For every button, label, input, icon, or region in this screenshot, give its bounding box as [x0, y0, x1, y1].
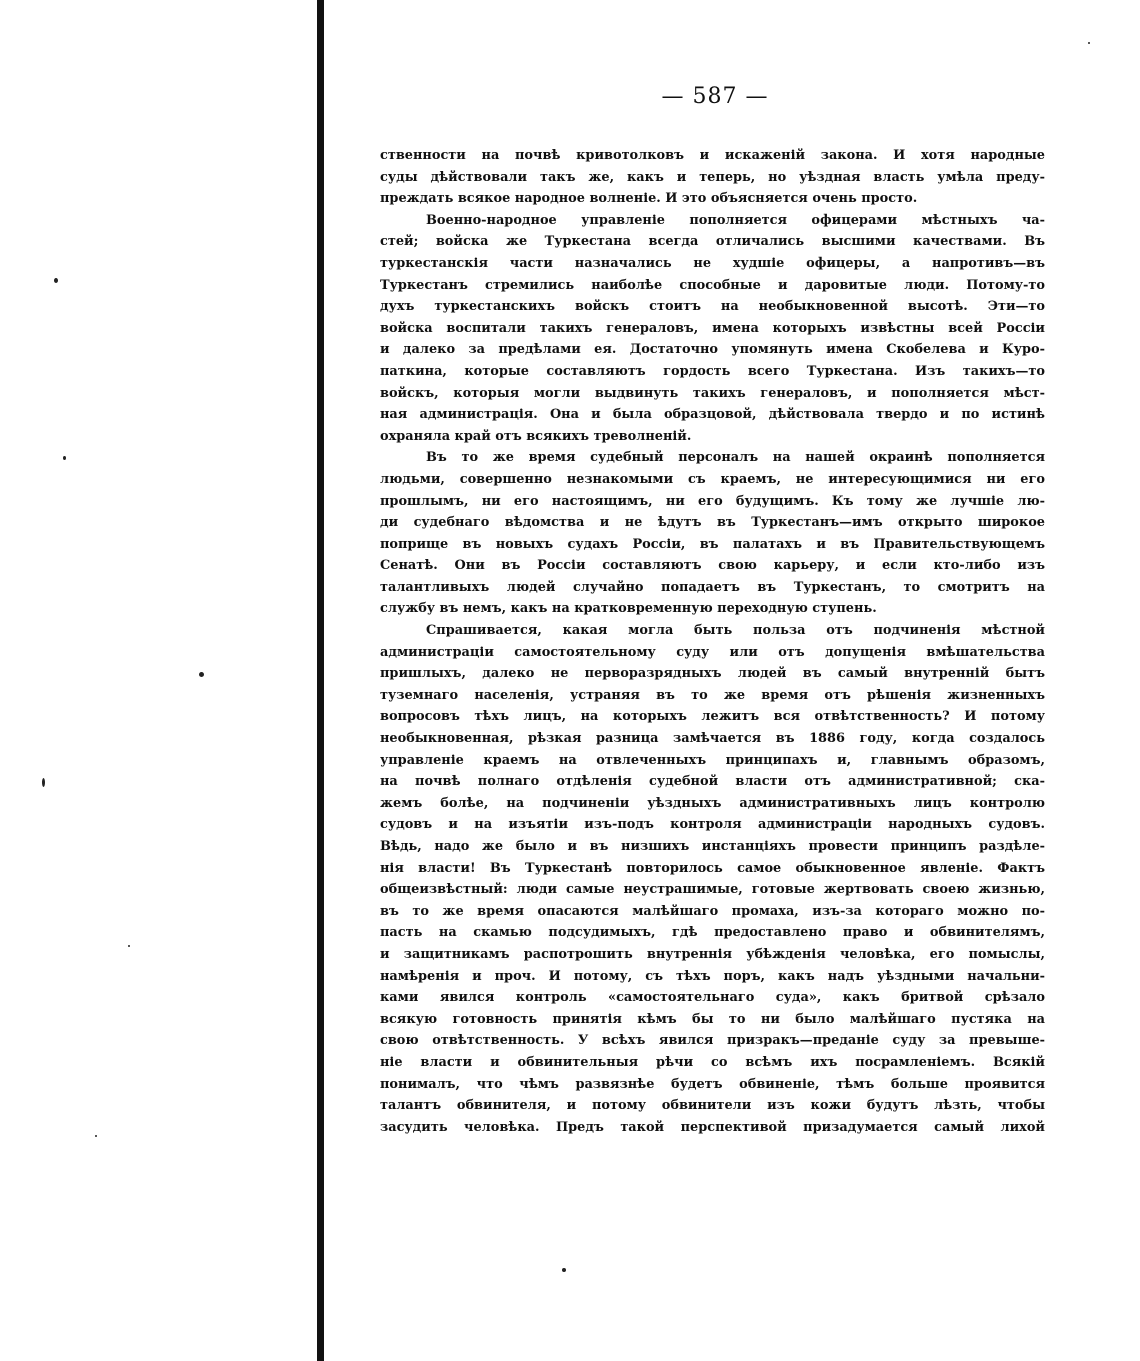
text-line: намѣренія и проч. И потому, съ тѣхъ поръ, какъ надъ уѣздными начальни- [380, 968, 1045, 984]
page-number: — 587 — [661, 84, 769, 109]
scan-speck [95, 1135, 97, 1137]
text-line: ди судебнаго вѣдомства и не ѣдутъ въ Туркестанъ—имъ открыто широкое [380, 515, 1045, 531]
text-line: необыкновенная, рѣзкая разница замѣчается въ 1886 году, когда создалось [380, 731, 1045, 747]
text-line: войска воспитали такихъ генераловъ, имена которыхъ извѣстны всей Россіи [380, 320, 1045, 336]
scan-speck [54, 278, 58, 283]
text-line: службу въ немъ, какъ на кратковременную переходную ступень. [380, 601, 877, 617]
text-line: поприще въ новыхъ судахъ Россіи, въ палатахъ и въ Правительствующемъ [380, 536, 1045, 552]
text-line: туркестанскія части назначались не худшіе офицеры, а напротивъ—въ [380, 255, 1045, 271]
text-line: талантъ обвинителя, и потому обвинители изъ кожи будутъ лѣзть, чтобы [380, 1098, 1045, 1114]
text-line: ная администрація. Она и была образцовой, дѣйствовала твердо и по истинѣ [380, 407, 1045, 423]
scan-speck [562, 1268, 566, 1272]
text-line: Сенатѣ. Они въ Россіи составляютъ свою карьеру, и если кто-либо изъ [380, 558, 1045, 574]
text-line: пришлыхъ, далеко не перворазрядныхъ людей въ самый внутренній бытъ [380, 666, 1045, 682]
text-line: суды дѣйствовали такъ же, какъ и теперь, но уѣздная власть умѣла преду- [380, 169, 1045, 185]
text-line: засудить человѣка. Предъ такой перспективой призадумается самый лихой [380, 1119, 1045, 1135]
text-line: людьми, совершенно незнакомыми съ краемъ, не интересующимися ни его [380, 471, 1045, 487]
text-line: талантливыхъ людей случайно попадаетъ въ Туркестанъ, то смотритъ на [380, 579, 1045, 595]
scan-speck [199, 672, 204, 677]
text-line: Вѣдь, надо же было и въ низшихъ инстанціяхъ провести принципъ раздѣле- [380, 839, 1045, 854]
scan-speck [42, 778, 45, 787]
text-line: духъ туркестанскихъ войскъ стоитъ на необыкновенной высотѣ. Эти—то [380, 299, 1045, 315]
text-line: ніе власти и обвинительныя рѣчи со всѣмъ ихъ посрамленіемъ. Всякій [380, 1054, 1045, 1070]
scan-speck [1088, 42, 1090, 44]
text-line: Туркестанъ стремились наиболѣе способные и даровитые люди. Потому-то [380, 277, 1045, 293]
text-line: туземнаго населенія, устраняя въ то же время отъ рѣшенія жизненныхъ [380, 687, 1045, 703]
text-line: охраняла край отъ всякихъ треволненій. [380, 428, 692, 444]
scan-speck [63, 456, 66, 460]
text-line: ками явился контроль «самостоятельнаго суда», какъ бритвой срѣзало [380, 990, 1045, 1006]
text-line: нія власти! Въ Туркестанѣ повторилось самое обыкновенное явленіе. Фактъ [380, 860, 1045, 876]
text-line: войскъ, которыя могли выдвинуть такихъ генераловъ, и пополняется мѣст- [380, 385, 1045, 401]
text-line: Въ то же время судебный персоналъ на нашей окраинѣ пополняется [426, 450, 1045, 466]
text-line: жемъ болѣе, на подчиненіи уѣздныхъ административныхъ лицъ контролю [380, 795, 1045, 811]
text-line: администраціи самостоятельному суду или отъ допущенія вмѣшательства [380, 644, 1045, 660]
text-line: Военно-народное управленіе пополняется офицерами мѣстныхъ ча- [426, 212, 1045, 228]
text-line: пасть на скамью подсудимыхъ, гдѣ предоставлено право и обвинителямъ, [380, 925, 1045, 941]
binding-edge [317, 0, 324, 1361]
text-line: вопросовъ тѣхъ лицъ, на которыхъ лежитъ вся отвѣтственность? И потому [380, 709, 1045, 725]
text-line: и далеко за предѣлами ея. Достаточно упомянуть имена Скобелева и Куро- [380, 342, 1045, 358]
text-line: общеизвѣстный: люди самые неустрашимые, готовые жертвовать своею жизнью, [380, 882, 1045, 898]
text-line: и защитникамъ распотрошить внутреннія убѣжденія человѣка, его помыслы, [380, 946, 1045, 962]
body-text [380, 145, 1045, 1138]
text-line: свою отвѣтственность. У всѣхъ явился призракъ—преданіе суду за превыше- [380, 1033, 1045, 1049]
text-line: ственности на почвѣ кривотолковъ и искаженій закона. И хотя народные [380, 148, 1045, 163]
text-line: стей; войска же Туркестана всегда отличались высшими качествами. Въ [380, 234, 1045, 250]
text-line: судовъ и на изъятіи изъ-подъ контроля администраціи народныхъ судовъ. [380, 817, 1045, 833]
text-line: паткина, которые составляютъ гордость всего Туркестана. Изъ такихъ—то [380, 363, 1045, 379]
text-line: Спрашивается, какая могла быть польза отъ подчиненія мѣстной [426, 623, 1045, 639]
text-line: на почвѣ полнаго отдѣленія судебной власти отъ административной; ска- [380, 774, 1045, 790]
text-line: въ то же время опасаются малѣйшаго промаха, изъ-за котораго можно по- [380, 903, 1045, 919]
scan-speck [128, 945, 130, 947]
text-line: всякую готовность принятія кѣмъ бы то ни было малѣйшаго пустяка на [380, 1011, 1045, 1027]
text-line: прошлымъ, ни его настоящимъ, ни его будущимъ. Къ тому же лучшіе лю- [380, 493, 1045, 509]
text-line: понималъ, что чѣмъ развязнѣе будетъ обвиненіе, тѣмъ больше проявится [380, 1076, 1045, 1092]
text-line: преждать всякое народное волненіе. И это объясняется очень просто. [380, 191, 918, 207]
text-line: управленіе краемъ на отвлеченныхъ принципахъ и, главнымъ образомъ, [380, 752, 1045, 768]
